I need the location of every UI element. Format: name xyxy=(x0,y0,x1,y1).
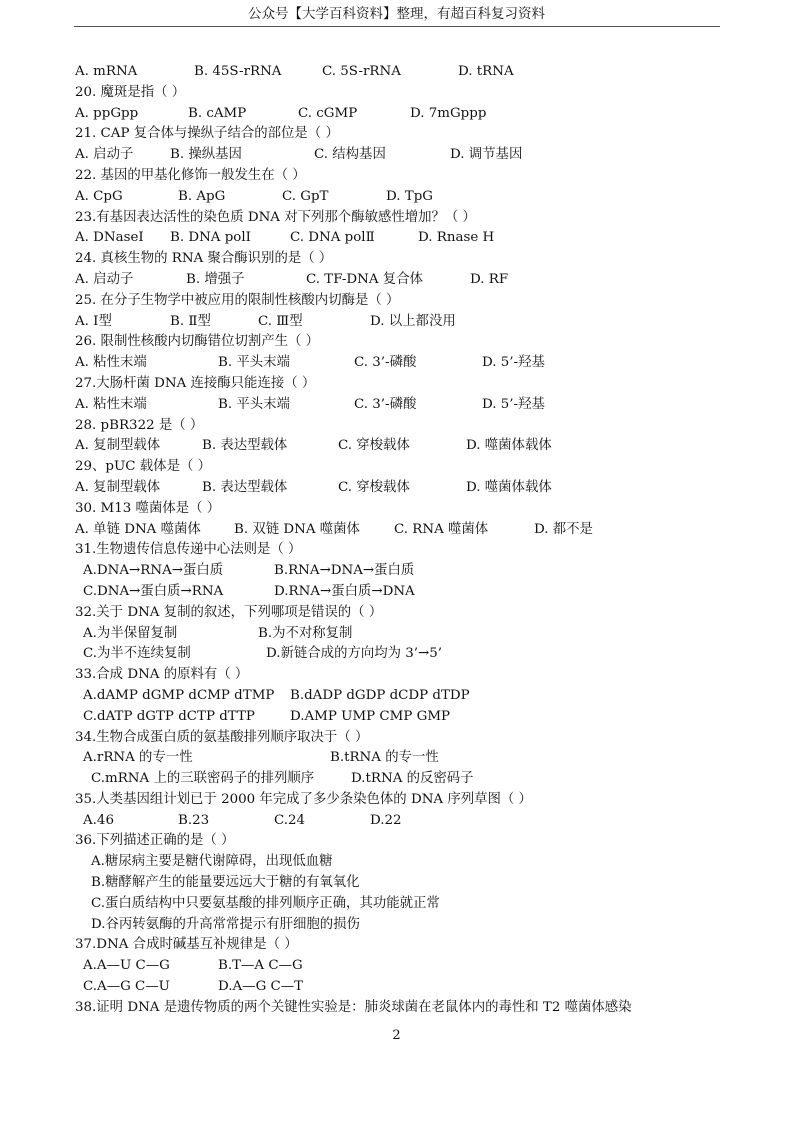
text-line xyxy=(75,935,735,956)
question-text: 29、pUC 载体是（ ） xyxy=(75,459,211,475)
option-text: B.为不对称复制 xyxy=(258,625,353,641)
option-text: D. TpG xyxy=(386,188,433,204)
option-text: C.A—G C—U xyxy=(83,979,170,995)
option-text: A.dAMP dGMP dCMP dTMP xyxy=(83,687,275,703)
option-text: C. 3’-磷酸 xyxy=(354,355,417,371)
option-text: B. 增强子 xyxy=(186,271,245,287)
option-text: C. Ⅲ型 xyxy=(258,313,303,329)
page-header: 公众号【大学百科资料】整理，有超百科复习资料 xyxy=(248,6,545,22)
page-number: 2 xyxy=(392,1028,401,1043)
option-text: B.RNA→DNA→蛋白质 xyxy=(274,563,415,579)
text-line xyxy=(75,499,735,520)
text-line xyxy=(75,228,735,249)
option-text: A. 单链 DNA 噬菌体 xyxy=(75,521,201,537)
text-line xyxy=(75,644,735,665)
text-line xyxy=(75,540,735,561)
text-line xyxy=(75,208,735,229)
option-text: A. DNaseⅠ xyxy=(75,230,144,246)
question-text: 30. M13 噬菌体是（ ） xyxy=(75,500,221,516)
option-text: B. Ⅱ型 xyxy=(170,313,211,329)
option-text: C. 穿梭载体 xyxy=(338,479,410,495)
text-line xyxy=(75,374,735,395)
option-text: A.为半保留复制 xyxy=(83,625,178,641)
text-line xyxy=(75,332,735,353)
question-list xyxy=(75,62,735,1019)
option-text: A.DNA→RNA→蛋白质 xyxy=(83,563,224,579)
option-text: B. 45S-rRNA xyxy=(194,64,282,79)
option-text: C.DNA→蛋白质→RNA xyxy=(83,583,224,599)
option-text: D. 都不是 xyxy=(534,521,593,537)
text-line xyxy=(75,520,735,541)
option-text: B. DNA polⅠ xyxy=(170,230,251,246)
question-text: 27.大肠杆菌 DNA 连接酶只能连接（ ） xyxy=(75,375,316,391)
text-line xyxy=(75,831,735,852)
option-text: A. 启动子 xyxy=(75,271,134,287)
text-line xyxy=(75,624,735,645)
text-line xyxy=(75,291,735,312)
text-line xyxy=(75,894,735,915)
option-text: C.为半不连续复制 xyxy=(83,646,191,662)
text-line xyxy=(75,728,735,749)
text-line xyxy=(75,873,735,894)
option-text: A. ppGpp xyxy=(75,105,139,121)
option-text: D.tRNA 的反密码子 xyxy=(351,771,474,787)
option-text: C. cGMP xyxy=(298,105,358,121)
text-line xyxy=(75,665,735,686)
text-line xyxy=(75,249,735,270)
option-text: C. GpT xyxy=(282,188,329,204)
option-text: D. 5’-羟基 xyxy=(482,396,545,412)
text-line xyxy=(75,790,735,811)
text-line xyxy=(75,561,735,582)
text-line xyxy=(75,457,735,478)
text-line xyxy=(75,83,735,104)
option-text: D. tRNA xyxy=(458,64,514,79)
option-text: A.A—U C—G xyxy=(83,958,170,974)
question-text: B.糖酵解产生的能量要远远大于糖的有氧氧化 xyxy=(91,875,360,891)
option-text: B. 平头末端 xyxy=(218,396,290,412)
header-rule xyxy=(74,26,720,27)
question-text: 23.有基因表达活性的染色质 DNA 对下列那个酶敏感性增加？（ ） xyxy=(75,209,476,225)
option-text: A. 复制型载体 xyxy=(75,438,161,454)
option-text: A. 启动子 xyxy=(75,147,134,163)
text-line xyxy=(75,478,735,499)
option-text: B.T—A C—G xyxy=(218,958,303,974)
text-line xyxy=(75,353,735,374)
option-text: B. 双链 DNA 噬菌体 xyxy=(234,521,360,537)
text-line xyxy=(75,395,735,416)
option-text: A. 复制型载体 xyxy=(75,479,161,495)
question-text: 31.生物遗传信息传递中心法则是（ ） xyxy=(75,542,302,558)
option-text: A. Ⅰ型 xyxy=(75,313,112,329)
option-text: D.AMP UMP CMP GMP xyxy=(290,708,451,724)
text-line xyxy=(75,145,735,166)
option-text: B.tRNA 的专一性 xyxy=(330,750,439,766)
text-line xyxy=(75,915,735,936)
question-text: 38.证明 DNA 是遗传物质的两个关键性实验是：肺炎球菌在老鼠体内的毒性和 T2 噬菌体感染 xyxy=(75,999,632,1015)
option-text: C. 穿梭载体 xyxy=(338,438,410,454)
option-text: C.24 xyxy=(274,812,306,828)
option-text: C.mRNA 上的三联密码子的排列顺序 xyxy=(91,771,315,787)
option-text: B.23 xyxy=(178,812,210,828)
option-text: A.46 xyxy=(83,812,114,828)
question-text: A.糖尿病主要是糖代谢障碍，出现低血糖 xyxy=(91,854,333,870)
option-text: D.22 xyxy=(370,812,402,828)
option-text: D. Rnase H xyxy=(418,230,495,246)
option-text: C. 5S-rRNA xyxy=(322,64,401,79)
text-line xyxy=(75,582,735,603)
option-text: B. 表达型载体 xyxy=(202,438,288,454)
text-line xyxy=(75,416,735,437)
option-text: D. 调节基因 xyxy=(450,147,523,163)
option-text: B. ApG xyxy=(178,188,226,204)
option-text: D. 7mGppp xyxy=(410,105,487,121)
text-line xyxy=(75,707,735,728)
option-text: C.dATP dGTP dCTP dTTP xyxy=(83,708,255,724)
text-line xyxy=(75,124,735,145)
question-text: 33.合成 DNA 的原料有（ ） xyxy=(75,667,249,683)
option-text: A.rRNA 的专一性 xyxy=(83,750,193,766)
option-text: B.dADP dGDP dCDP dTDP xyxy=(290,687,470,703)
option-text: D. 以上都没用 xyxy=(370,313,456,329)
option-text: B. cAMP xyxy=(188,105,247,121)
text-line xyxy=(75,436,735,457)
question-text: 28. pBR322 是（ ） xyxy=(75,417,204,433)
option-text: D. 噬菌体载体 xyxy=(466,438,552,454)
option-text: A. 粘性末端 xyxy=(75,355,147,371)
option-text: A. CpG xyxy=(75,188,123,204)
question-text: 20. 魔斑是指（ ） xyxy=(75,84,186,100)
text-line xyxy=(75,956,735,977)
text-line xyxy=(75,104,735,125)
option-text: C. RNA 噬菌体 xyxy=(394,521,489,537)
question-text: D.谷丙转氨酶的升高常常提示有肝细胞的损伤 xyxy=(91,916,360,932)
option-text: D. 5’-羟基 xyxy=(482,355,545,371)
question-text: 21. CAP 复合体与操纵子结合的部位是（ ） xyxy=(75,126,339,142)
text-line xyxy=(75,166,735,187)
question-text: 24. 真核生物的 RNA 聚合酶识别的是（ ） xyxy=(75,251,333,267)
option-text: C. TF-DNA 复合体 xyxy=(306,271,423,287)
option-text: B. 操纵基因 xyxy=(170,147,242,163)
option-text: D.RNA→蛋白质→DNA xyxy=(274,583,415,599)
text-line xyxy=(75,603,735,624)
question-text: C.蛋白质结构中只要氨基酸的排列顺序正确，其功能就正常 xyxy=(91,895,440,911)
option-text: A. 粘性末端 xyxy=(75,396,147,412)
option-text: B. 平头末端 xyxy=(218,355,290,371)
option-text: C. 结构基因 xyxy=(314,147,386,163)
option-text: A. mRNA xyxy=(75,64,138,79)
text-line xyxy=(75,811,735,832)
text-line xyxy=(75,312,735,333)
text-line xyxy=(75,686,735,707)
text-line xyxy=(75,270,735,291)
text-line xyxy=(75,187,735,208)
question-text: 22. 基因的甲基化修饰一般发生在（ ） xyxy=(75,167,306,183)
option-text: C. 3’-磷酸 xyxy=(354,396,417,412)
option-text: D. 噬菌体载体 xyxy=(466,479,552,495)
option-text: C. DNA polⅡ xyxy=(290,230,375,246)
question-text: 25. 在分子生物学中被应用的限制性核酸内切酶是（ ） xyxy=(75,292,400,308)
option-text: B. 表达型载体 xyxy=(202,479,288,495)
question-text: 34.生物合成蛋白质的氨基酸排列顺序取决于（ ） xyxy=(75,729,369,745)
text-line xyxy=(75,62,735,83)
option-text: D.新链合成的方向均为 3’→5’ xyxy=(266,646,443,662)
text-line xyxy=(75,998,735,1019)
question-text: 36.下列描述正确的是（ ） xyxy=(75,833,235,849)
option-text: D. RF xyxy=(470,271,509,287)
question-text: 26. 限制性核酸内切酶错位切割产生（ ） xyxy=(75,334,320,350)
question-text: 37.DNA 合成时碱基互补规律是（ ） xyxy=(75,937,298,953)
text-line xyxy=(75,852,735,873)
text-line xyxy=(75,748,735,769)
question-text: 35.人类基因组计划已于 2000 年完成了多少条染色体的 DNA 序列草图（ ） xyxy=(75,791,532,807)
question-text: 32.关于 DNA 复制的叙述，下列哪项是错误的（ ） xyxy=(75,604,383,620)
text-line xyxy=(75,769,735,790)
text-line xyxy=(75,977,735,998)
option-text: D.A—G C—T xyxy=(218,979,304,995)
